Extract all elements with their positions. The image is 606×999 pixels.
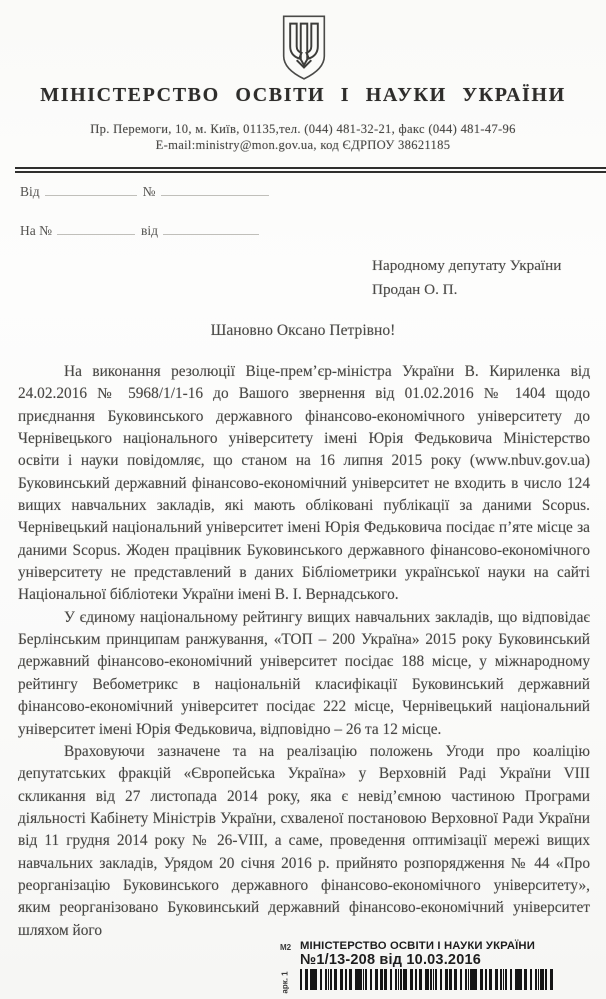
paragraph-3: Враховуючи зазначене та на реалізацію положень Угоди про коаліцію депутатських фракцій «Європейська Україна» у Верховній Раді України VIII скликання від 27 листопада 2014 року, яка є невід’ємною частиною Програми діяльності Кабінету Міністрів України, схваленої постановою Верховної Ради України від 11 грудня 2014 року № 26-VIII, а саме, проведення оптимізації мережі вищих навчальних закладів, Урядом 20 січня 2016 р. прийнято розпорядження № 44 «Про реорганізацію Буковинського державного фінансово-економічного університету», яким реорганізовано Буковинський державний фінансово-економічний університет шляхом його [18, 742, 590, 939]
paragraph-1: На виконання резолюції Віце-прем’єр-міністра України В. Кириленка від 24.02.2016 № 5968/1/1-16 до Вашого звернення від 01.02.2016 № 1404 щодо приєднання Буковинського державного фінансово-економічного університету до Чернівецького національного університету імені Юрія Федьковича Міністерство освіти і науки повідомляє, що станом на 16 липня 2015 року (www.nbuv.gov.ua) Буковинський державний фінансово-економічний університет не входить в число 124 вищих навчальних закладів, які мають обліковані публікації за даними Scopus. Чернівецький національний університет імені Юрія Федьковича посідає п’яте місце за даними Scopus. Жоден працівник Буковинського державного фінансово-економічного університету не представлений в даних Бібліометрики української науки на сайті Національної бібліотеки України імені В. І. Вернадського. [18, 363, 590, 604]
from-blank-line [45, 182, 137, 196]
reply-number-blank-line [57, 221, 135, 235]
address-line: Пр. Перемоги, 10, м. Київ, 01135,тел. (044) 481-32-21, факс (044) 481-47-96 [90, 122, 516, 136]
ministry-title: МІНІСТЕРСТВО ОСВІТИ І НАУКИ УКРАЇНИ [40, 84, 566, 106]
reference-row-incoming [20, 221, 265, 239]
letter-body [18, 361, 590, 942]
ukraine-trident-emblem [278, 8, 330, 88]
stamp-org-line: МІНІСТЕРСТВО ОСВІТИ І НАУКИ УКРАЇНИ [300, 940, 536, 952]
reply-date-blank-line [163, 221, 259, 235]
number-blank-line [161, 182, 269, 196]
reply-number-label: На № [20, 223, 52, 238]
salutation: Шановно Оксано Петрівно! [210, 322, 396, 339]
header-divider [15, 167, 606, 173]
registration-stamp [280, 940, 553, 994]
paragraph-2: У єдиному національному рейтингу вищих навчальних закладів, що відповідає Берлінським принципам ранжування, «ТОП – 200 Україна» 2015 року Буковинський державний фінансово-економічний університет посідає 188 місце, у міжнародному рейтингу Вебометрикс в національній класифікації Буковинський державний фінансово-економічний університет посідає 222 місце, Чернівецький національний університет імені Юрія Федьковича, відповідно – 26 та 12 місце. [18, 608, 590, 738]
reference-row-outgoing [20, 182, 275, 200]
email-line: E-mail:ministry@mon.gov.ua, код ЄДРПОУ 38621185 [155, 138, 451, 152]
recipient-name: Продан О. П. [372, 281, 458, 298]
from-label: Від [20, 184, 40, 199]
stamp-sheet-label: арк. 1 [280, 971, 290, 994]
number-label: № [142, 184, 156, 199]
barcode [300, 969, 553, 990]
reply-date-label: від [141, 223, 158, 238]
stamp-number-line: №1/13-208 від 10.03.2016 [300, 952, 481, 968]
recipient-title: Народному депутату України [372, 257, 562, 274]
recipient-block [372, 254, 561, 302]
stamp-marker: М2 [280, 943, 292, 952]
